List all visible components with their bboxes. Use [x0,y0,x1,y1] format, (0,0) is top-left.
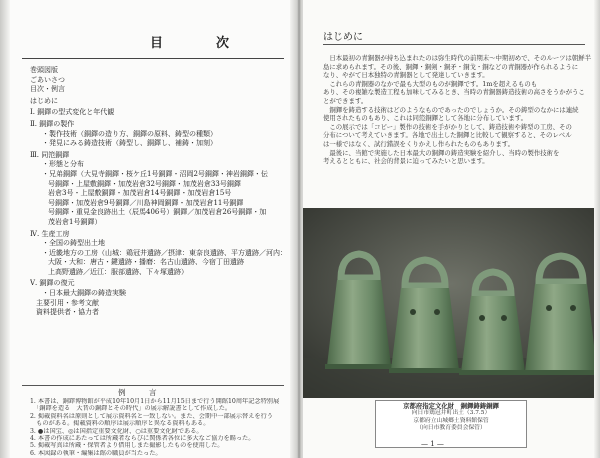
note-line: 5. 掲載写真は所蔵・保管者より借用しまた撮影したものを使用した。 [30,442,224,450]
intro-line: 最後に、当館で実施した日本最大の銅鐸の鋳造実験を紹介し、当時の製作技術を [323,148,560,157]
intro-line: なり、やがて日本独特の青銅器として発達していきます。 [323,71,489,80]
toc-entry: Ⅴ. 銅鐸の復元 [30,279,75,288]
toc-title: 目 次 [150,36,250,51]
toc-entry: ・製作技術（銅鐸の造り方、銅鐸の原料、鋳型の種類） [42,129,217,138]
note-line: 1. 本書は、銅鐸博物館が平成10年10月1日から11月15日まで行う開館10周年記念特別展 [30,398,280,405]
table-of-contents [30,66,292,318]
toc-entry: ・日本最大銅鐸の鋳造実験 [42,289,126,298]
note-line: 4. 本書の作成にあたっては所蔵者ならびに関係者各位に多大なご協力を賜った。 [30,435,255,443]
toc-entry: 目次・例言 [30,85,65,94]
intro-line: 分布について考えていきます。各地で出土した銅鐸と比較して観察すると、そのレベル [323,131,572,140]
dotaku-bells-photo [303,208,600,398]
intro-line: とができます。 [323,96,368,105]
divider [22,58,284,59]
explanatory-notes [30,398,292,457]
toc-entry: Ⅳ. 生産工房 [30,229,70,238]
toc-entry: 号銅鐸・上屋敷銅鐸・加茂岩倉32号銅鐸・加茂岩倉33号銅鐸 [48,179,241,188]
note-line: 3. ●は国宝、◎は国指定重要文化財、○は重要文化財である。 [30,427,203,435]
toc-entry: 号銅鐸・加茂岩倉9号銅鐸／川島神岡銅鐸・加茂岩倉11号銅鐸 [48,198,244,207]
toc-entry: Ⅲ. 同笵銅鐸 [30,150,70,159]
note-line: ものがある。掲載資料の順序は展示順序と異なる資料もある。 [30,420,210,428]
toc-entry: Ⅰ. 銅鐸の型式変化と年代観 [30,108,115,117]
caption-title: 京都府指定文化財 銅鐸鋳鋳銅鐸 [403,402,499,410]
toc-entry: ・形態と分布 [42,160,84,169]
page-edge-shadow [594,0,600,458]
divider [323,44,585,45]
toc-entry: 巻頭図版 [30,66,58,74]
page-edge-shadow [0,0,10,458]
toc-entry: 資料提供者・協力者 [36,308,99,317]
toc-entry: ・近畿地方の工房（山城：鶏冠井遺跡／摂津：東奈良遺跡、平方遺跡／河内： [42,248,287,257]
intro-line: 日本最初の青銅器が持ち込まれたのは弥生時代の前期末〜中期初めで、そのルーツは朝鮮半 [323,54,592,62]
toc-entry: 主要引用・参考文献 [36,298,99,307]
intro-line: これらの青銅器のなかで最も大型のものが銅鐸です。1mを超えるものも [323,79,538,88]
toc-entry: 大阪・大和：唐古・鍵遺跡・播磨：名古山遺跡、今宿丁田遺跡 [48,258,244,267]
caption-line: （向日市教育委員会保管） [416,425,486,432]
caption-line: 京都府立山城郷土資料館保管 [413,417,489,424]
note-line: 「銅鐸を造る 大昔の銅鐸とその時代」の展示解説書として作成した。 [30,405,232,413]
intro-text [323,54,593,166]
toc-entry: 茂岩倉1号銅鐸） [48,217,102,226]
intro-line: あり、その複雑な製造工程も加味してみるとき、当時の青銅器鋳造技術の高さをうかがうこ [323,88,585,97]
toc-entry: ・全国の鋳型出土地 [42,239,105,248]
toc-entry: ・発見にみる鋳造技術（鋳型し、銅鐸し、補鋳・加刻） [42,139,217,148]
toc-entry: はじめに [30,96,58,105]
divider [22,385,284,386]
toc-entry: ・兄弟銅鐸（大見寺銅鐸・桜ケ丘1号銅鐸・沼岡2号銅鐸・神岩銅鐸・伝 [42,169,268,178]
note-line: 6. 本図録の執筆・編集は館の職員が当たった。 [30,449,162,457]
note-line: 2. 掲載資料名は原則として展示資料名と一致しない。また、会期中一部展示替えを行う [30,412,273,420]
intro-line: は一様ではなく、試行錯誤をくりかえし作られたものもあります。 [323,139,515,148]
caption-line: 向日市鶏冠井町出土（3.7.5） [411,410,491,417]
notes-heading: 例 言 [118,388,165,397]
page-number: — 1 — [421,440,444,448]
right-page [303,0,600,458]
intro-line: 銅鐸を鋳造する技術はどのようなものであったのでしょうか。その鋳型のなかには連続 [323,105,579,114]
toc-entry: ごあいさつ [30,75,65,84]
intro-line: 考えるとともに、社会的背景に迫ってみたいと思います。 [323,157,489,166]
toc-entry: 上高野遺跡／近江：服部遺跡、下々塚遺跡） [48,267,188,276]
left-page [0,0,296,458]
toc-entry: Ⅱ. 銅鐸の製作 [30,119,75,128]
intro-title: はじめに [323,32,363,43]
photo-caption [379,403,523,433]
intro-line: 島に求められます。その後、銅鐸・銅剣・銅矛・銅戈・銅などの青銅器が作られるように [323,62,579,71]
intro-line: 使用されたものもあり、これは同笵銅鐸として各地に分布しています。 [323,114,527,123]
intro-line: この展示では「コピー」製作の技術を手がかりとして、鋳造技術や鋳型の工房、その [323,122,572,131]
toc-entry: 岩倉3号・上屋敷銅鐸・加茂岩倉14号銅鐸・加茂岩倉15号 [48,189,232,198]
toc-entry: 号銅鐸・重見金良跡出土（辰馬406号）銅鐸／加茂岩倉26号銅鐸・加 [48,208,267,217]
